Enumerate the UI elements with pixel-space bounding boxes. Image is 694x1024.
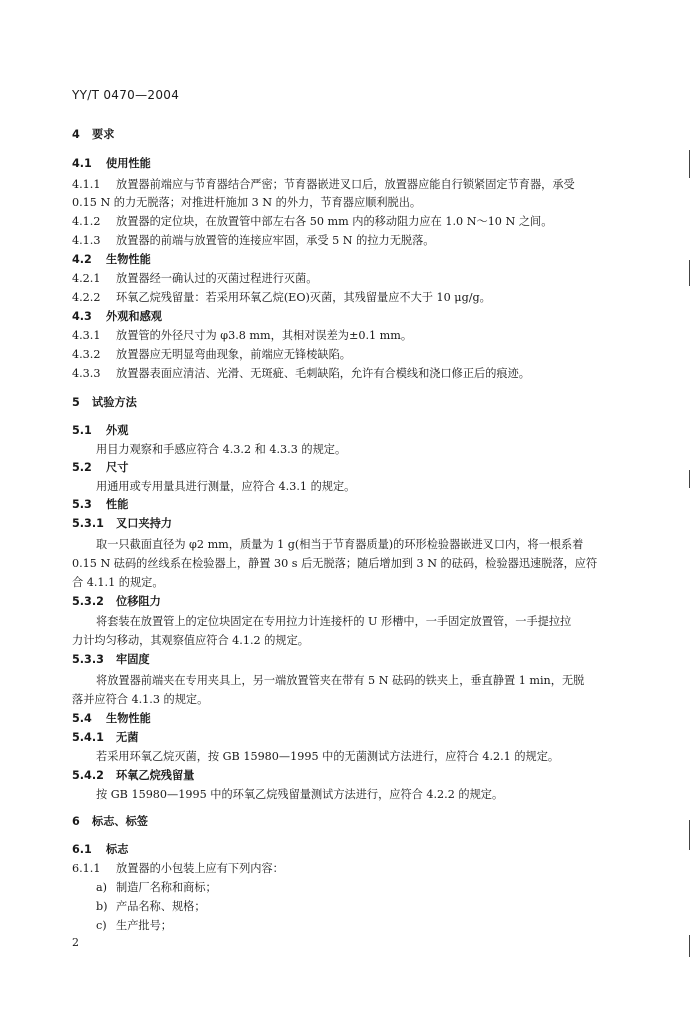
clause-text: 放置器经一确认过的灭菌过程进行灭菌。 [116, 272, 318, 285]
clause-line [72, 348, 351, 362]
clause-text: 试验方法 [92, 396, 137, 409]
clause-text: 放置器的小包装上应有下列内容： [116, 862, 284, 875]
clause-line [72, 253, 151, 267]
clause-number: 4.3.3 [72, 367, 101, 380]
paragraph-line [96, 750, 559, 764]
clause-text: 放置器的定位块，在放置管中部左右各 50 mm 内的移动阻力应在 1.0 N～10 N 之间。 [116, 215, 553, 228]
page-number: 2 [72, 936, 79, 949]
scan-edge-mark [689, 820, 690, 850]
clause-line [72, 215, 552, 229]
clause-text: 标志、标签 [92, 815, 148, 828]
clause-number: 5.4.1 [72, 731, 104, 744]
scan-edge-mark [689, 935, 690, 957]
clause-number: 5.3.2 [72, 595, 104, 608]
clause-text: 放置器表面应清洁、光滑、无斑疵、毛刺缺陷，允许有合模线和浇口修正后的痕迹。 [116, 367, 530, 380]
clause-number: 5 [72, 396, 80, 409]
clause-text: 生物性能 [106, 712, 151, 725]
clause-line [72, 461, 128, 475]
clause-number: 4.3.2 [72, 348, 101, 361]
clause-line [96, 919, 172, 933]
clause-number: c) [96, 919, 107, 932]
paragraph-line [72, 196, 421, 210]
clause-line [72, 815, 148, 829]
clause-line [72, 329, 412, 343]
clause-text: 标志 [106, 843, 129, 856]
clause-line [72, 731, 138, 745]
clause-line [72, 843, 128, 857]
clause-number: 4.1.1 [72, 178, 101, 191]
scan-edge-mark [689, 150, 690, 178]
clause-text: 使用性能 [106, 157, 151, 170]
clause-text: 产品名称、规格； [116, 900, 206, 913]
scan-edge-mark [689, 470, 690, 488]
paragraph-line [96, 788, 503, 802]
clause-text: 按 GB 15980—1995 中的环氧乙烷残留量测试方法进行，应符合 4.2.2 的规定。 [96, 788, 504, 801]
clause-text: 制造厂名称和商标； [116, 881, 217, 894]
paragraph-line [96, 443, 346, 457]
clause-text: 将放置器前端夹在专用夹具上，另一端放置管夹在带有 5 N 砝码的铁夹上，垂直静置 1 min，无脱 [96, 674, 585, 687]
paragraph-line [72, 576, 164, 590]
clause-line [96, 881, 217, 895]
clause-line [72, 272, 317, 286]
paragraph-line [96, 480, 355, 494]
paragraph-line [96, 615, 571, 629]
clause-text: 放置器应无明显弯曲现象，前端应无锋棱缺陷。 [116, 348, 351, 361]
clause-text: 生物性能 [106, 253, 151, 266]
clause-text: 放置器前端应与节育器结合严密；节育器嵌进叉口后，放置器应能自行锁紧固定节育器，承受 [116, 178, 575, 191]
clause-number: a) [96, 881, 108, 894]
clause-number: 4.1 [72, 157, 92, 170]
clause-line [72, 310, 162, 324]
clause-text: 外观 [106, 424, 129, 437]
clause-number: 4.1.2 [72, 215, 101, 228]
clause-line [72, 178, 575, 192]
clause-text: 环氧乙烷残留量 [116, 769, 195, 782]
clause-line [72, 712, 151, 726]
clause-number: 6 [72, 815, 80, 828]
clause-line [96, 900, 206, 914]
clause-text: 用目力观察和手感应符合 4.3.2 和 4.3.3 的规定。 [96, 443, 347, 456]
clause-text: 0.15 N 砝码的丝线系在检验器上，静置 30 s 后无脱落；随后增加到 3 N 的砝码，检验器迅速脱落，应符 [72, 557, 598, 570]
clause-number: 5.3 [72, 498, 92, 511]
clause-text: 取一只截面直径为 φ2 mm，质量为 1 g(相当于节育器质量)的环形检验器嵌进叉口内，将一根系着 [96, 538, 584, 551]
paragraph-line [72, 557, 597, 571]
clause-line [72, 367, 530, 381]
paragraph-line [72, 634, 309, 648]
clause-text: 放置器的前端与放置管的连接应牢固，承受 5 N 的拉力无脱落。 [116, 234, 435, 247]
clause-line [72, 498, 128, 512]
clause-text: 放置管的外径尺寸为 φ3.8 mm，其相对误差为±0.1 mm。 [116, 329, 413, 342]
clause-text: 生产批号； [116, 919, 172, 932]
clause-line [72, 769, 194, 783]
clause-line [72, 862, 284, 876]
clause-line [72, 653, 150, 667]
clause-text: 将套装在放置管上的定位块固定在专用拉力计连接杆的 U 形槽中，一手固定放置管，一手提拉拉 [96, 615, 572, 628]
clause-text: 合 4.1.1 的规定。 [72, 576, 164, 589]
clause-number: 4.2.2 [72, 291, 101, 304]
clause-number: 5.4.2 [72, 769, 104, 782]
clause-text: 性能 [106, 498, 129, 511]
clause-number: 5.3.3 [72, 653, 104, 666]
clause-number: b) [96, 900, 108, 913]
clause-text: 落并应符合 4.1.3 的规定。 [72, 693, 209, 706]
clause-text: 用通用或专用量具进行测量，应符合 4.3.1 的规定。 [96, 480, 356, 493]
clause-line [72, 595, 161, 609]
clause-number: 5.3.1 [72, 517, 104, 530]
clause-number: 6.1.1 [72, 862, 101, 875]
scan-edge-mark [689, 260, 690, 286]
clause-line [72, 517, 172, 531]
clause-number: 5.2 [72, 461, 92, 474]
paragraph-line [72, 693, 208, 707]
clause-text: 叉口夹持力 [116, 517, 172, 530]
clause-text: 牢固度 [116, 653, 150, 666]
clause-text: 位移阻力 [116, 595, 161, 608]
clause-number: 5.4 [72, 712, 92, 725]
clause-number: 4.1.3 [72, 234, 101, 247]
standard-code-header: YY/T 0470—2004 [72, 88, 180, 102]
clause-line [72, 291, 491, 305]
clause-number: 5.1 [72, 424, 92, 437]
clause-text: 若采用环氧乙烷灭菌，按 GB 15980—1995 中的无菌测试方法进行，应符合 4.2.1 的规定。 [96, 750, 560, 763]
clause-line [72, 424, 128, 438]
clause-text: 要求 [92, 128, 115, 141]
clause-number: 4 [72, 128, 80, 141]
clause-number: 6.1 [72, 843, 92, 856]
clause-text: 环氧乙烷残留量：若采用环氧乙烷(EO)灭菌，其残留量应不大于 10 μg/g。 [116, 291, 491, 304]
clause-text: 无菌 [116, 731, 139, 744]
clause-text: 力计均匀移动，其观察值应符合 4.1.2 的规定。 [72, 634, 309, 647]
clause-line [72, 157, 151, 171]
clause-number: 4.2.1 [72, 272, 101, 285]
clause-number: 4.3.1 [72, 329, 101, 342]
clause-text: 尺寸 [106, 461, 129, 474]
clause-line [72, 396, 137, 410]
clause-number: 4.3 [72, 310, 92, 323]
clause-text: 0.15 N 的力无脱落；对推进杆施加 3 N 的外力，节育器应顺利脱出。 [72, 196, 422, 209]
paragraph-line [96, 674, 584, 688]
paragraph-line [96, 538, 583, 552]
clause-number: 4.2 [72, 253, 92, 266]
clause-line [72, 234, 434, 248]
clause-text: 外观和感观 [106, 310, 162, 323]
clause-line [72, 128, 114, 142]
